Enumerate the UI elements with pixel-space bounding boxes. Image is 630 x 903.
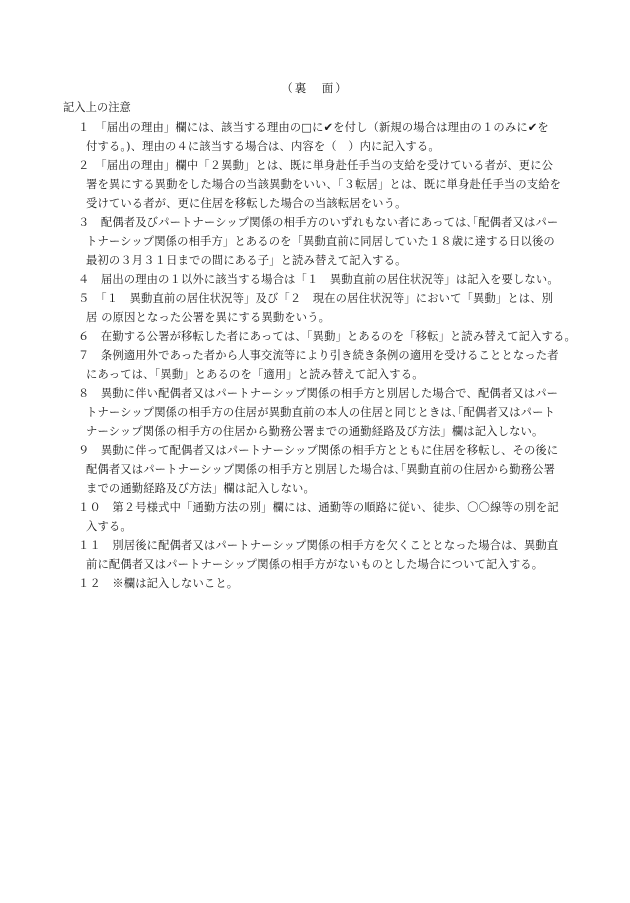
note-line: ２ 「届出の理由」欄中「２異動」とは、既に単身赴任手当の支給を受けている者が、更に公 xyxy=(78,159,554,172)
note-line: １０ 第２号様式中「通勤方法の別」欄には、通勤等の順路に従い、徒歩、〇〇線等の別を記 xyxy=(78,501,559,514)
note-line: トナーシップ関係の相手方の住居が異動直前の本人の住居と同じときは､｢配偶者又はパート xyxy=(86,406,556,419)
notes-list xyxy=(0,118,630,593)
note-line: ナーシップ関係の相手方の住居から勤務公署までの通勤経路及び方法」欄は記入しない。 xyxy=(86,425,544,438)
note-item xyxy=(0,441,630,498)
note-item xyxy=(0,327,630,346)
note-line: ４ 届出の理由の１以外に該当する場合は「１ 異動直前の居住状況等」は記入を要しない。 xyxy=(78,273,559,286)
note-line: 前に配偶者又はパートナーシップ関係の相手方がないものとした場合について記入する。 xyxy=(86,558,544,571)
note-line: ７ 条例適用外であった者から人事交流等により引き続き条例の適用を受けることとなった者 xyxy=(78,349,559,362)
page-title: （裏 面） xyxy=(281,81,349,95)
note-line: ９ 異動に伴って配偶者又はパートナーシップ関係の相手方とともに住居を移転し、その後に xyxy=(78,444,559,457)
note-item xyxy=(0,346,630,384)
note-line: ５ 「１ 異動直前の居住状況等」及び「２ 現在の居住状況等」において「異動」とは、別 xyxy=(78,292,554,305)
note-item xyxy=(0,118,630,156)
note-item xyxy=(0,384,630,441)
note-item xyxy=(0,536,630,574)
note-line: 居 の原因となった公署を異にする異動をいう。 xyxy=(86,311,331,324)
note-line: ８ 異動に伴い配偶者又はパートナーシップ関係の相手方と別居した場合で、配偶者又はパー xyxy=(78,387,559,400)
note-item xyxy=(0,156,630,213)
note-line: ３ 配偶者及びパートナーシップ関係の相手方のいずれもない者にあっては､｢配偶者又はパー xyxy=(78,216,559,229)
notes-heading: 記入上の注意 xyxy=(63,101,131,114)
note-line: 署を異にする異動をした場合の当該異動をいい、「３転居」とは、既に単身赴任手当の支給を xyxy=(86,178,562,191)
note-line: １ 「届出の理由」欄には、該当する理由の□に✔を付し（新規の場合は理由の１のみに✔を xyxy=(78,121,549,134)
note-line: にあっては、「異動」とあるのを「適用」と読み替えて記入する。 xyxy=(86,368,424,381)
note-line: トナーシップ関係の相手方」とあるのを「異動直前に同居していた１８歳に達する日以後の xyxy=(86,235,555,248)
note-line: １２ ※欄は記入しないこと。 xyxy=(78,577,239,590)
note-line: 受けている者が、更に住居を移転した場合の当該転居をいう。 xyxy=(86,197,407,210)
note-line: 最初の３月３１日までの間にある子」と読み替えて記入する。 xyxy=(86,254,407,267)
note-line: までの通勤経路及び方法」欄は記入しない。 xyxy=(86,482,315,495)
note-item xyxy=(0,213,630,270)
note-line: １１ 別居後に配偶者又はパートナーシップ関係の相手方を欠くこととなった場合は、異動直 xyxy=(78,539,559,552)
note-item xyxy=(0,574,630,593)
note-line: 入する。 xyxy=(86,520,132,533)
note-item xyxy=(0,289,630,327)
note-line: 配偶者又はパートナーシップ関係の相手方と別居した場合は､｢異動直前の住居から勤務公署 xyxy=(86,463,556,476)
note-item xyxy=(0,498,630,536)
note-line: ６ 在勤する公署が移転した者にあっては、「異動」とあるのを「移転」と読み替えて記入する。 xyxy=(78,330,576,343)
note-item xyxy=(0,270,630,289)
note-line: 付する。)、理由の４に該当する場合は、内容を（ ）内に記入する。 xyxy=(86,140,440,153)
